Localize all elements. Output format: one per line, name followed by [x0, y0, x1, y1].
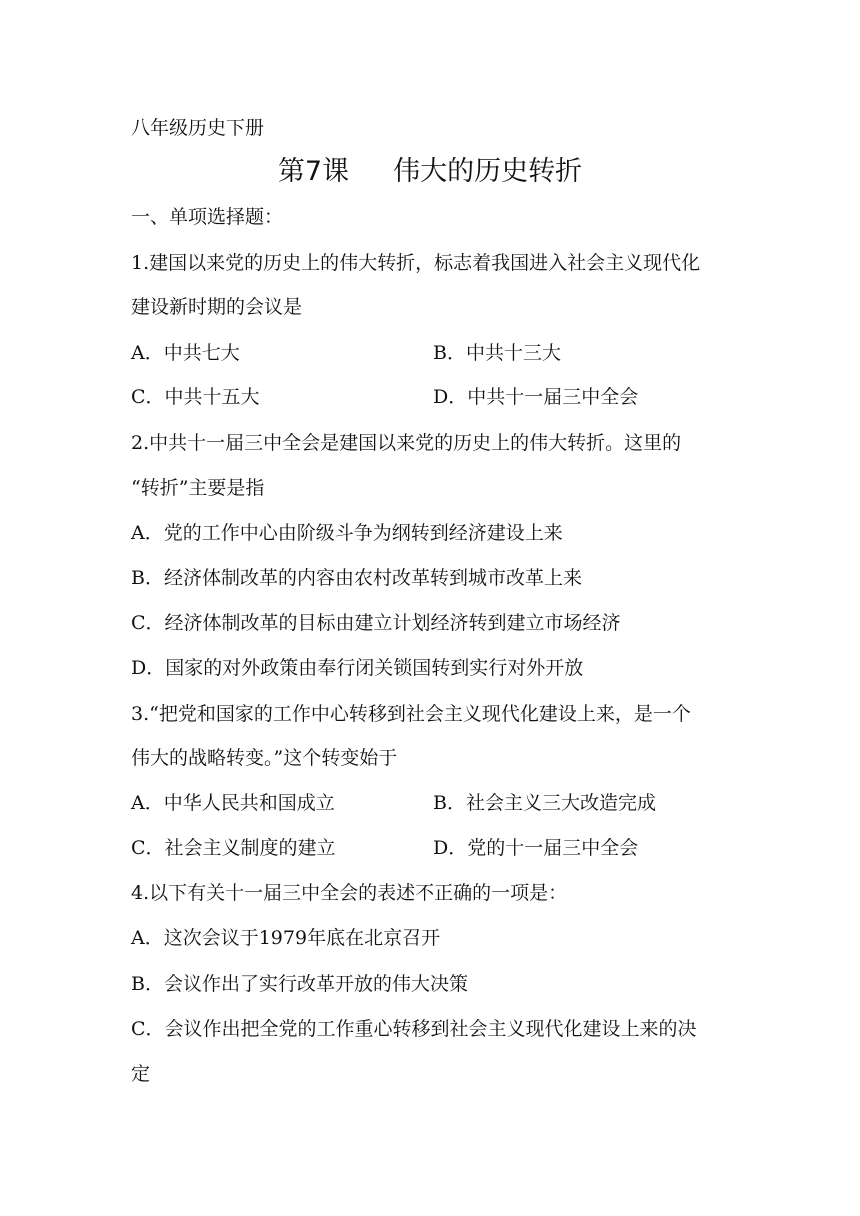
- question-4-option-c: C．会议作出把全党的工作重心转移到社会主义现代化建设上来的决: [131, 1018, 697, 1040]
- question-4-option-c-continued: 定: [131, 1063, 151, 1085]
- question-2-option-a: A．党的工作中心由阶级斗争为纲转到经济建设上来: [131, 522, 563, 544]
- question-1-option-d: D．中共十一届三中全会: [433, 386, 639, 408]
- book-label: 八年级历史下册: [131, 117, 265, 139]
- question-1-option-c: C．中共十五大: [131, 386, 260, 408]
- question-2-option-c: C．经济体制改革的目标由建立计划经济转到建立市场经济: [131, 612, 621, 634]
- question-4-option-a: A．这次会议于1979年底在北京召开: [131, 927, 441, 949]
- question-2-option-b: B．经济体制改革的内容由农村改革转到城市改革上来: [131, 567, 582, 589]
- question-4-stem-line-1: 4.以下有关十一届三中全会的表述不正确的一项是：: [131, 882, 568, 904]
- question-4-option-b: B．会议作出了实行改革开放的伟大决策: [131, 973, 468, 995]
- question-1-stem-line-2: 建设新时期的会议是: [131, 296, 303, 318]
- question-2-option-d: D．国家的对外政策由奉行闭关锁国转到实行对外开放: [131, 657, 584, 679]
- question-2-stem-line-1: 2.中共十一届三中全会是建国以来党的历史上的伟大转折。这里的: [131, 432, 682, 454]
- lesson-number: 第7课: [277, 156, 350, 187]
- question-3-option-d: D．党的十一届三中全会: [433, 837, 639, 859]
- question-3-stem-line-2: 伟大的战略转变。”这个转变始于: [131, 747, 398, 769]
- question-2-stem-line-2: “转折”主要是指: [131, 477, 265, 499]
- question-3-stem-line-1: 3.“把党和国家的工作中心转移到社会主义现代化建设上来，是一个: [131, 703, 691, 725]
- section-heading: 一、单项选择题：: [131, 206, 284, 228]
- question-3-option-c: C．社会主义制度的建立: [131, 837, 336, 859]
- question-3-option-a: A．中华人民共和国成立: [131, 792, 335, 814]
- lesson-title: 伟大的历史转折: [393, 156, 583, 187]
- question-3-option-b: B．社会主义三大改造完成: [433, 792, 656, 814]
- question-1-stem-line-1: 1.建国以来党的历史上的伟大转折，标志着我国进入社会主义现代化: [131, 252, 701, 274]
- question-1-option-b: B．中共十三大: [433, 342, 561, 364]
- question-1-option-a: A．中共七大: [131, 342, 240, 364]
- page-title: [0, 155, 860, 189]
